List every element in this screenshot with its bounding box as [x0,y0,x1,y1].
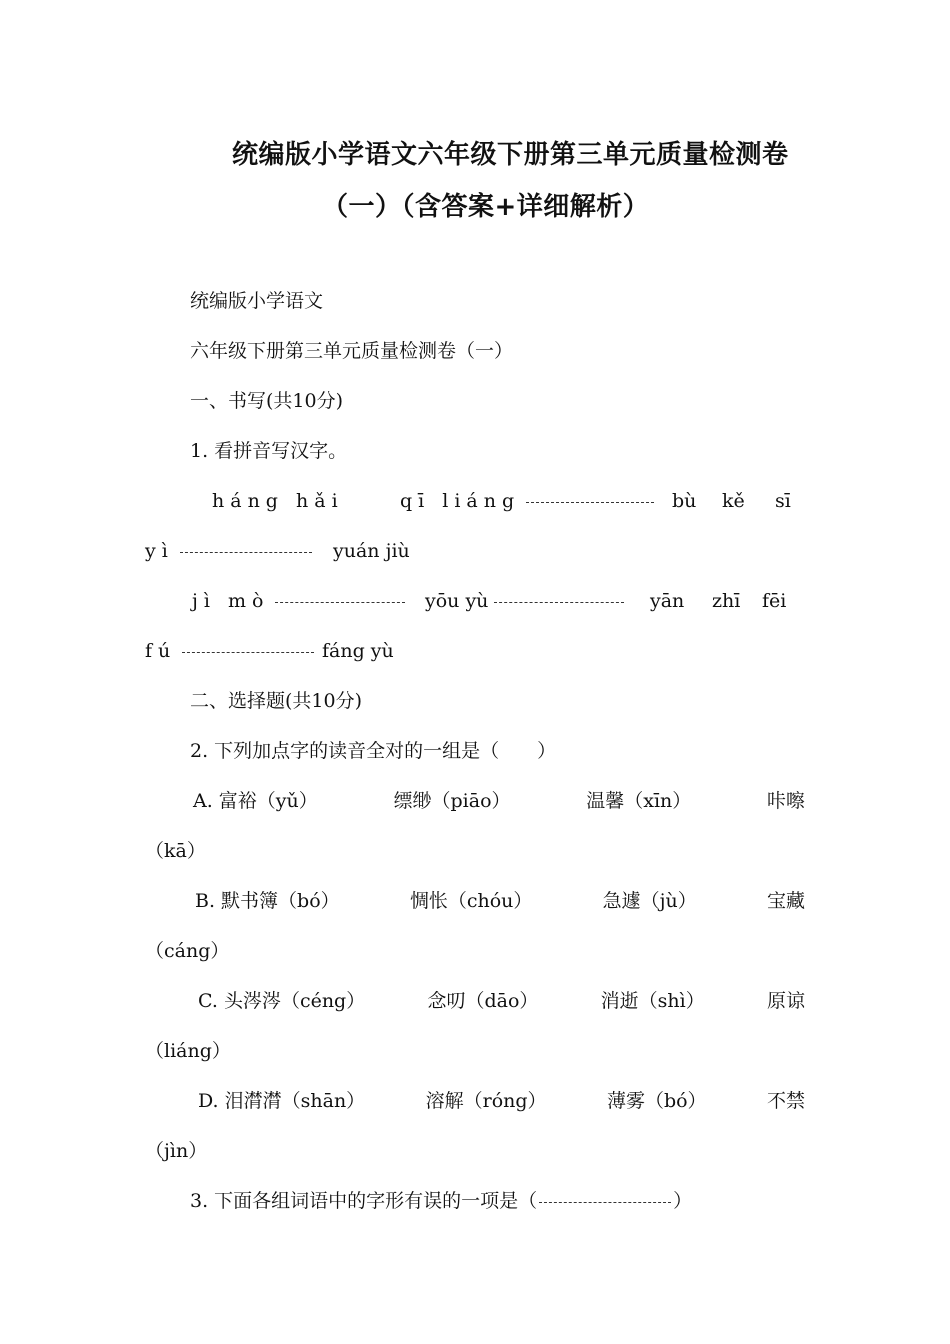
option-c-item4: 原谅 [766,990,805,1012]
answer-blank[interactable] [182,651,314,653]
answer-blank[interactable] [180,551,312,553]
answer-blank[interactable] [526,501,654,503]
question2-prompt: 2. 下列加点字的读音全对的一组是（ ） [190,740,557,762]
option-a-item1: A. 富裕（yǔ） [193,790,318,812]
option-a-tail: （kā） [145,840,206,862]
pinyin-qiliang-row [400,487,660,515]
pinyin-yuanjiu: yuán jiù [333,540,410,562]
pinyin-fangyu: fáng yù [322,640,394,662]
option-a-item4: 咔嚓 [766,790,805,812]
exam-name-line: 六年级下册第三单元质量检测卷（一） [190,340,514,362]
document-title-line1: 统编版小学语文六年级下册第三单元质量检测卷 [232,140,789,170]
option-b-item2: 惆怅（chóu） [409,890,533,912]
pinyin-bu: bù [672,490,697,512]
question3-close-paren: ） [673,1190,693,1212]
question3-row [190,1187,692,1215]
answer-blank[interactable] [539,1201,671,1203]
option-d-tail: （jìn） [145,1140,208,1162]
option-b-item3: 急遽（jù） [602,890,697,912]
option-d-item1: D. 泪潸潸（shān） [198,1090,366,1112]
pinyin-qiliang: qī liáng [400,490,521,512]
pinyin-youyu: yōu yù [425,590,489,612]
pinyin-jimo: jì mò [192,590,270,612]
document-title-line2: （一）（含答案+详细解析） [322,192,650,222]
option-c-item3: 消逝（shì） [600,990,705,1012]
option-b-item1: B. 默书簿（bó） [195,890,340,912]
pinyin-ke: kě [722,490,745,512]
option-c-row[interactable] [198,987,805,1015]
pinyin-fu-row [145,637,320,665]
option-a-item2: 缥缈（piāo） [393,790,511,812]
option-d-item4: 不禁 [766,1090,805,1112]
option-c-tail: （liáng） [145,1040,231,1062]
option-c-item1: C. 头涔涔（céng） [198,990,366,1012]
pinyin-jimo-row [192,587,411,615]
subject-line: 统编版小学语文 [190,290,324,312]
answer-blank[interactable] [275,601,405,603]
pinyin-fu: fú [145,640,177,662]
answer-blank[interactable] [494,601,624,603]
option-d-item2: 溶解（róng） [425,1090,547,1112]
option-d-row[interactable] [198,1087,805,1115]
pinyin-fei: fēi [762,590,787,612]
pinyin-yi: yì [145,540,174,562]
pinyin-si: sī [775,490,791,512]
section2-heading: 二、选择题(共10分) [190,690,363,712]
option-b-item4: 宝藏 [766,890,805,912]
option-b-tail: （cáng） [145,940,230,962]
pinyin-youyu-row [425,587,630,615]
option-a-item3: 温馨（xīn） [586,790,692,812]
option-b-row[interactable] [195,887,805,915]
pinyin-yan: yān [650,590,685,612]
question1-prompt: 1. 看拼音写汉字。 [190,440,348,462]
pinyin-yi-row [145,537,318,565]
option-c-item2: 念叨（dāo） [427,990,539,1012]
option-a-row[interactable] [193,787,805,815]
section1-heading: 一、书写(共10分) [190,390,344,412]
option-d-item3: 薄雾（bó） [606,1090,707,1112]
question3-prompt: 3. 下面各组词语中的字形有误的一项是（ [190,1190,538,1212]
pinyin-zhi: zhī [712,590,741,612]
pinyin-hanghai: háng hǎi [212,490,344,512]
